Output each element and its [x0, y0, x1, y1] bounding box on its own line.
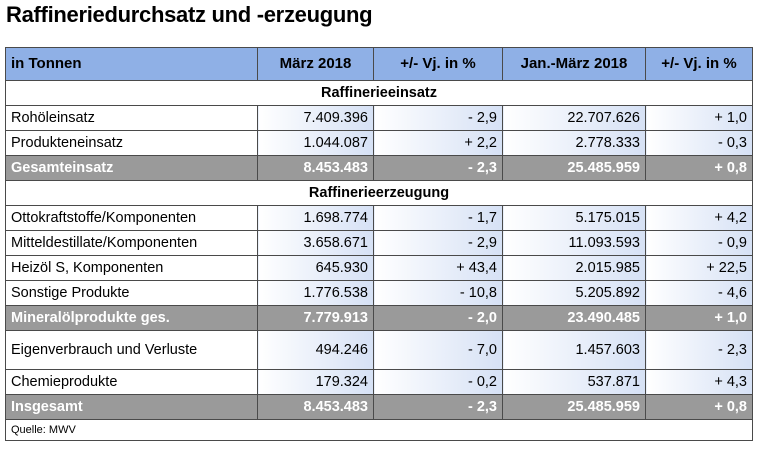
- month-change: - 7,0: [374, 331, 503, 370]
- month-change: - 2,0: [374, 306, 503, 331]
- table-row: [6, 281, 753, 306]
- ytd-change: + 1,0: [646, 306, 753, 331]
- ytd-value: 25.485.959: [503, 395, 646, 420]
- ytd-value: 23.490.485: [503, 306, 646, 331]
- source-row: [6, 420, 753, 441]
- month-change: - 0,2: [374, 370, 503, 395]
- ytd-change: + 0,8: [646, 395, 753, 420]
- month-value: 1.776.538: [258, 281, 374, 306]
- header-ytd-change: +/- Vj. in %: [646, 48, 753, 81]
- total-row: [6, 306, 753, 331]
- month-value: 7.779.913: [258, 306, 374, 331]
- ytd-change: + 4,2: [646, 206, 753, 231]
- header-unit: in Tonnen: [6, 48, 258, 81]
- row-label: Mineralölprodukte ges.: [6, 306, 258, 331]
- month-value: 3.658.671: [258, 231, 374, 256]
- row-label: Gesamteinsatz: [6, 156, 258, 181]
- month-change: + 2,2: [374, 131, 503, 156]
- ytd-value: 2.015.985: [503, 256, 646, 281]
- table-row: [6, 106, 753, 131]
- month-value: 8.453.483: [258, 156, 374, 181]
- ytd-change: - 0,3: [646, 131, 753, 156]
- refinery-table: [5, 47, 753, 441]
- source-note: Quelle: MWV: [6, 420, 753, 441]
- ytd-change: + 4,3: [646, 370, 753, 395]
- table-row: [6, 331, 753, 370]
- row-label: Insgesamt: [6, 395, 258, 420]
- table-row: [6, 231, 753, 256]
- month-change: - 2,3: [374, 156, 503, 181]
- row-label: Produkteneinsatz: [6, 131, 258, 156]
- row-label: Chemieprodukte: [6, 370, 258, 395]
- table-row: [6, 206, 753, 231]
- month-change: - 2,9: [374, 106, 503, 131]
- row-label: Eigenverbrauch und Verluste: [6, 331, 258, 370]
- month-change: - 1,7: [374, 206, 503, 231]
- month-change: - 2,3: [374, 395, 503, 420]
- ytd-change: + 1,0: [646, 106, 753, 131]
- month-value: 179.324: [258, 370, 374, 395]
- ytd-change: + 22,5: [646, 256, 753, 281]
- row-label: Rohöleinsatz: [6, 106, 258, 131]
- ytd-change: + 0,8: [646, 156, 753, 181]
- month-value: 645.930: [258, 256, 374, 281]
- ytd-change: - 4,6: [646, 281, 753, 306]
- ytd-value: 25.485.959: [503, 156, 646, 181]
- header-month: März 2018: [258, 48, 374, 81]
- month-value: 1.698.774: [258, 206, 374, 231]
- row-label: Sonstige Produkte: [6, 281, 258, 306]
- section-row: [6, 181, 753, 206]
- header-month-change: +/- Vj. in %: [374, 48, 503, 81]
- ytd-change: - 2,3: [646, 331, 753, 370]
- page-title: Raffineriedurchsatz und -erzeugung: [6, 2, 373, 27]
- ytd-value: 2.778.333: [503, 131, 646, 156]
- section-title-output: Raffinerieerzeugung: [6, 181, 753, 206]
- table-row: [6, 370, 753, 395]
- month-change: - 2,9: [374, 231, 503, 256]
- ytd-value: 1.457.603: [503, 331, 646, 370]
- section-row: [6, 81, 753, 106]
- total-row: [6, 156, 753, 181]
- row-label: Ottokraftstoffe/Komponenten: [6, 206, 258, 231]
- ytd-value: 22.707.626: [503, 106, 646, 131]
- month-change: + 43,4: [374, 256, 503, 281]
- month-change: - 10,8: [374, 281, 503, 306]
- header-row: [6, 48, 753, 81]
- ytd-value: 5.205.892: [503, 281, 646, 306]
- section-title-input: Raffinerieeinsatz: [6, 81, 753, 106]
- row-label: Mitteldestillate/Komponenten: [6, 231, 258, 256]
- ytd-value: 537.871: [503, 370, 646, 395]
- ytd-change: - 0,9: [646, 231, 753, 256]
- total-row: [6, 395, 753, 420]
- table-row: [6, 256, 753, 281]
- month-value: 8.453.483: [258, 395, 374, 420]
- month-value: 1.044.087: [258, 131, 374, 156]
- ytd-value: 11.093.593: [503, 231, 646, 256]
- row-label: Heizöl S, Komponenten: [6, 256, 258, 281]
- header-ytd: Jan.-März 2018: [503, 48, 646, 81]
- ytd-value: 5.175.015: [503, 206, 646, 231]
- month-value: 7.409.396: [258, 106, 374, 131]
- table-row: [6, 131, 753, 156]
- month-value: 494.246: [258, 331, 374, 370]
